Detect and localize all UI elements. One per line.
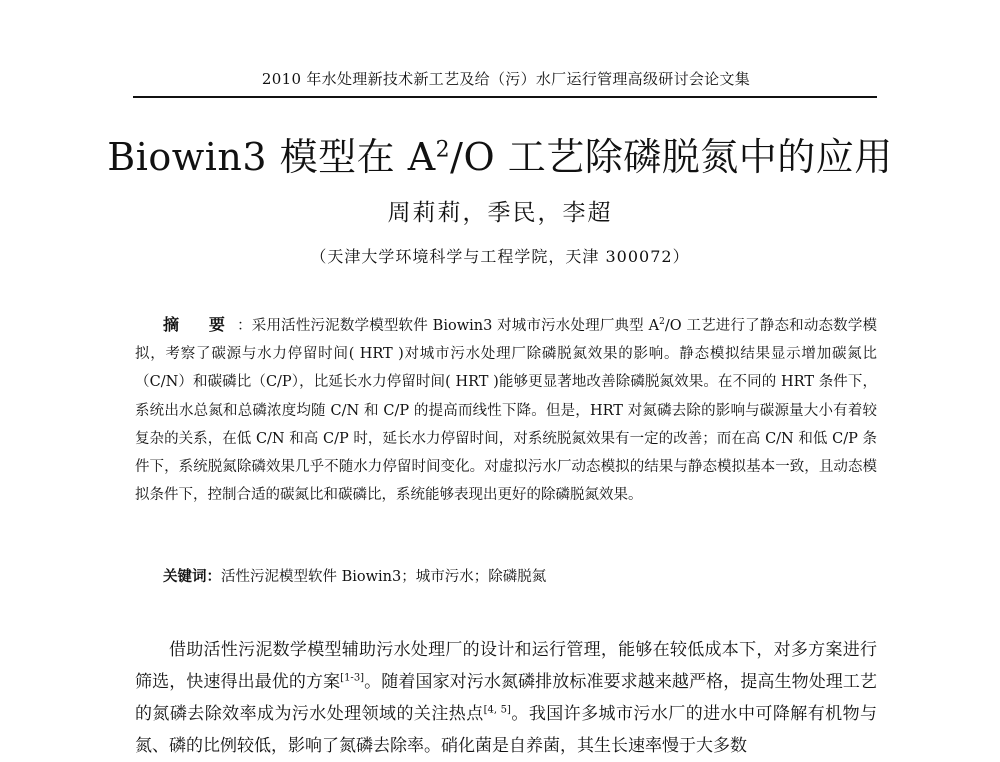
citation-2: [4, 5] — [483, 704, 511, 716]
authors: 周莉莉，季民，李超 — [387, 200, 613, 226]
keywords-text: 活性污泥模型软件 Biowin3；城市污水；除磷脱氮 — [221, 569, 547, 585]
body-text-1: 借助活性污泥数学模型辅助污水处理厂的设计和运行管理，能够在较低成本下，对多方案进行筛选，快速得出最优的方案 — [135, 640, 877, 692]
body-text-2: 。随着国家对污水氮磷排放标准要求越来越严格，提高生物处理工艺的氮磷去除效率成为污水处理领域的关注热点 — [135, 672, 878, 724]
abstract-label: 摘 要 — [163, 315, 238, 334]
paper-title — [100, 126, 900, 181]
affiliation: （天津大学环境科学与工程学院，天津 300072） — [310, 247, 690, 266]
body-text-3: 。我国许多城市污水厂的进水中可降解有机物与氮、磷的比例较低，影响了氮磷去除率。硝化菌是自养菌，其生长速率慢于大多数 — [135, 704, 878, 756]
abstract-superscript: 2 — [659, 317, 665, 328]
abstract-text-1: 采用活性污泥数学模型软件 Biowin3 对城市污水处理厂典型 A — [251, 318, 660, 334]
citation-1: [1-3] — [340, 672, 365, 684]
abstract-text-2: /O 工艺进行了静态和动态数学模拟，考察了碳源与水力停留时间( HRT )对城市污水处理厂除磷脱氮效果的影响。静态模拟结果显示增加碳氮比（C/N）和碳磷比（C/P），比延长水力停留时间( HRT )能够更显著地改善除磷脱氮效果。在不同的 HRT 条件下，系统出水总氮和总磷浓度均随 C/N 和 C/P 的提高而线性下降。但是，HRT 对氮磷去除的影响与碳源量大小有着较复杂的关系，在低 C/N 和高 C/P 时，延长水力停留时间，对系统脱氮效果有一定的改善；而在高 C/N 和低 C/P 条件下，系统脱氮除磷效果几乎不随水力停留时间变化。对虚拟污水厂动态模拟的结果与静态模拟基本一致，且动态模拟条件下，控制合适的碳氮比和碳磷比，系统能够表现出更好的除磷脱氮效果。 — [135, 318, 878, 504]
abstract — [135, 311, 877, 509]
title-superscript: 2 — [435, 137, 451, 163]
title-part-2: /O 工艺除磷脱氮中的应用 — [450, 135, 893, 179]
abstract-separator: ： — [237, 318, 252, 334]
keywords — [163, 565, 877, 586]
running-header: 2010 年水处理新技术新工艺及给（污）水厂运行管理高级研讨会论文集 — [261, 70, 751, 88]
title-part-1: Biowin3 模型在 A — [107, 135, 436, 179]
body-paragraph — [135, 634, 877, 762]
keywords-label: 关键词： — [163, 568, 221, 585]
header-rule — [133, 96, 877, 98]
